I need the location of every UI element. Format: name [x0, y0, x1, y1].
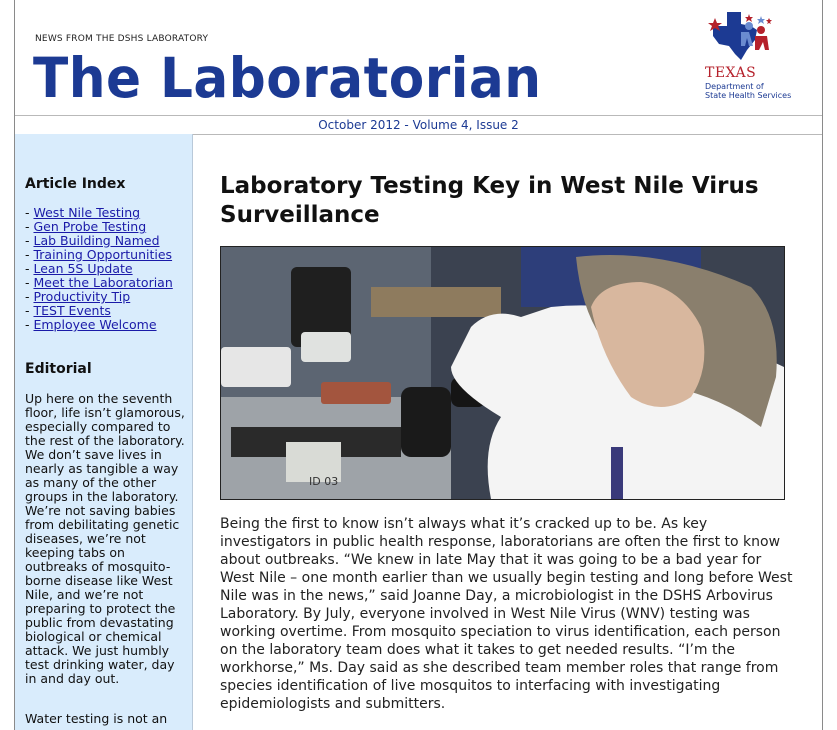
index-link-productivity-tip[interactable]: Productivity Tip	[33, 289, 131, 304]
index-link-training-opportunities[interactable]: Training Opportunities	[33, 247, 173, 262]
list-item: - Lean 5S Update	[25, 261, 133, 276]
list-item: - West Nile Testing	[25, 205, 141, 220]
list-item: - Productivity Tip	[25, 289, 131, 304]
editorial-text-continued: Water testing is not an	[25, 711, 168, 726]
editorial-heading: Editorial	[25, 361, 92, 377]
list-item: - TEST Events	[25, 303, 111, 318]
masthead-kicker: NEWS FROM THE DSHS LABORATORY	[35, 34, 209, 44]
article-headline: Laboratory Testing Key in West Nile Virus Surveillance	[220, 173, 759, 228]
index-link-employee-welcome[interactable]: Employee Welcome	[33, 317, 157, 332]
index-link-test-events[interactable]: TEST Events	[33, 303, 111, 318]
list-item: - Training Opportunities	[25, 247, 173, 262]
article-photo	[220, 246, 785, 500]
article-body: Being the first to know isn’t always what it’s cracked up to be. As key investigators in public health response, laboratorians are often the first to know about outbreaks. “We knew in late May that it was going to be a bad year for West Nile – one month earlier than we usually begin testing and long before West Nile was in the news,” said Joanne Day, a microbiologist in the DSHS Arbovirus Laboratory. By July, everyone involved in West Nile Virus (WNV) testing was working overtime. From mosquito speciation to virus identification, each person on the laboratory team does what it takes to get needed results. “I’m the workhorse,” Ms. Day said as she described team member roles that range from species identification of live mosquitos to interfacing with investigating epidemiologists and submitters.	[220, 516, 793, 712]
logo-sub-line1: Department of	[705, 82, 764, 91]
index-link-west-nile-testing[interactable]: West Nile Testing	[33, 205, 141, 220]
article-index-list	[25, 206, 190, 332]
newsletter-title: The Laboratorian	[33, 46, 542, 110]
index-link-lab-building-named[interactable]: Lab Building Named	[33, 233, 160, 248]
logo-subtitle	[705, 82, 800, 100]
logo-word: TEXAS	[705, 65, 757, 81]
index-link-meet-the-laboratorian[interactable]: Meet the Laboratorian	[33, 275, 173, 290]
texas-logo-icon	[705, 10, 775, 62]
masthead	[15, 0, 822, 115]
list-item: - Lab Building Named	[25, 233, 160, 248]
index-link-lean-5s-update[interactable]: Lean 5S Update	[33, 261, 133, 276]
photo-id-label: ID 03	[309, 475, 339, 488]
logo-sub-line2: State Health Services	[705, 91, 792, 100]
issue-bar: October 2012 - Volume 4, Issue 2	[15, 115, 822, 135]
list-item: - Employee Welcome	[25, 317, 157, 332]
list-item: - Gen Probe Testing	[25, 219, 147, 234]
article-index-heading: Article Index	[25, 176, 126, 192]
dshs-logo	[705, 10, 795, 110]
index-link-gen-probe-testing[interactable]: Gen Probe Testing	[33, 219, 147, 234]
editorial-text: Up here on the seventh floor, life isn’t glamorous, especially compared to the rest of the laboratory. We don’t save lives in nearly as tangible a way as many of the other groups in the laboratory. We’re not saving babies from debilitating genetic diseases, we’re not keeping tabs on outbreaks of mosquito-borne disease like West Nile, and we’re not preparing to protect the public from devastating biological or chemical attack. We just humbly test drinking water, day in and day out.	[25, 391, 185, 686]
microscope-photo-icon	[221, 247, 784, 499]
list-item: - Meet the Laboratorian	[25, 275, 173, 290]
newsletter-page	[14, 0, 823, 730]
